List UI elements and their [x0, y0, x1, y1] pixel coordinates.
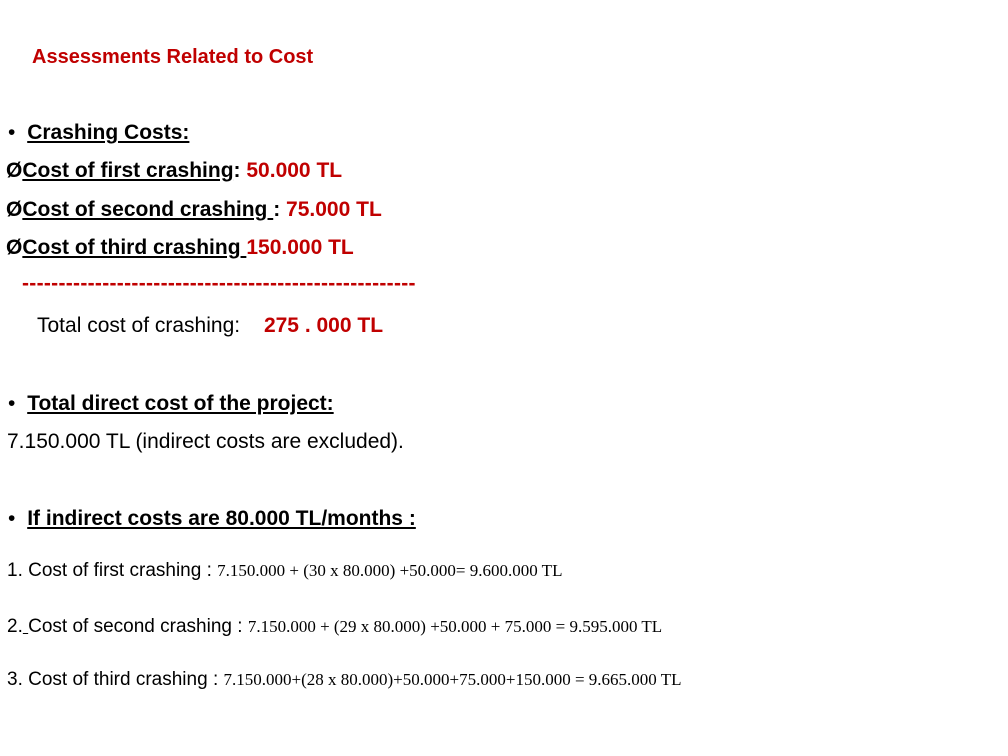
total-value: 275 . 000 TL	[263, 314, 384, 337]
calc-number: 3.	[7, 669, 23, 690]
calc-number: 2.	[7, 616, 23, 637]
item-value: 50.000 TL	[246, 159, 343, 182]
item-value: 75.000 TL	[286, 198, 382, 221]
total-crashing-row	[37, 314, 383, 338]
direct-heading-row	[8, 392, 334, 416]
crashing-item-2	[6, 198, 382, 222]
calc-row-2	[7, 616, 662, 638]
dashed-separator: ------------------------------------------------------	[22, 272, 416, 295]
calc-formula: 7.150.000+(28 x 80.000)+50.000+75.000+150.000 = 9.665.000 TL	[223, 670, 682, 689]
bullet: •	[8, 507, 16, 530]
item-label: Cost of third crashing	[22, 236, 247, 259]
slide-title: Assessments Related to Cost	[32, 46, 314, 68]
crashing-item-3	[6, 236, 354, 260]
item-sep: :	[233, 159, 247, 182]
calc-label: Cost of third crashing :	[22, 669, 224, 690]
arrow-bullet-icon: Ø	[6, 198, 23, 221]
calc-row-3	[7, 669, 682, 691]
total-label: Total cost of crashing:	[37, 314, 241, 337]
indirect-heading-row	[8, 507, 416, 531]
arrow-bullet-icon: Ø	[6, 236, 23, 259]
calc-label: Cost of first crashing :	[22, 560, 218, 581]
direct-text: 7.150.000 TL (indirect costs are excluded).	[7, 430, 404, 453]
calc-formula: 7.150.000 + (30 x 80.000) +50.000= 9.600.000 TL	[217, 561, 563, 580]
calc-row-1	[7, 560, 562, 582]
indirect-heading: If indirect costs are 80.000 TL/months :	[27, 507, 416, 530]
item-label: Cost of first crashing	[22, 159, 234, 182]
item-value: 150.000 TL	[246, 236, 354, 259]
crashing-heading-row	[8, 121, 189, 145]
bullet: •	[8, 392, 16, 415]
direct-heading: Total direct cost of the project:	[27, 392, 334, 415]
item-sep: :	[273, 198, 287, 221]
arrow-bullet-icon: Ø	[6, 159, 23, 182]
crashing-item-1	[6, 159, 342, 183]
calc-number: 1.	[7, 560, 23, 581]
item-label: Cost of second crashing	[22, 198, 274, 221]
crashing-heading: Crashing Costs:	[27, 121, 190, 144]
calc-formula: 7.150.000 + (29 x 80.000) +50.000 + 75.000 = 9.595.000 TL	[247, 617, 663, 636]
bullet: •	[8, 121, 16, 144]
calc-label: Cost of second crashing :	[28, 616, 248, 637]
